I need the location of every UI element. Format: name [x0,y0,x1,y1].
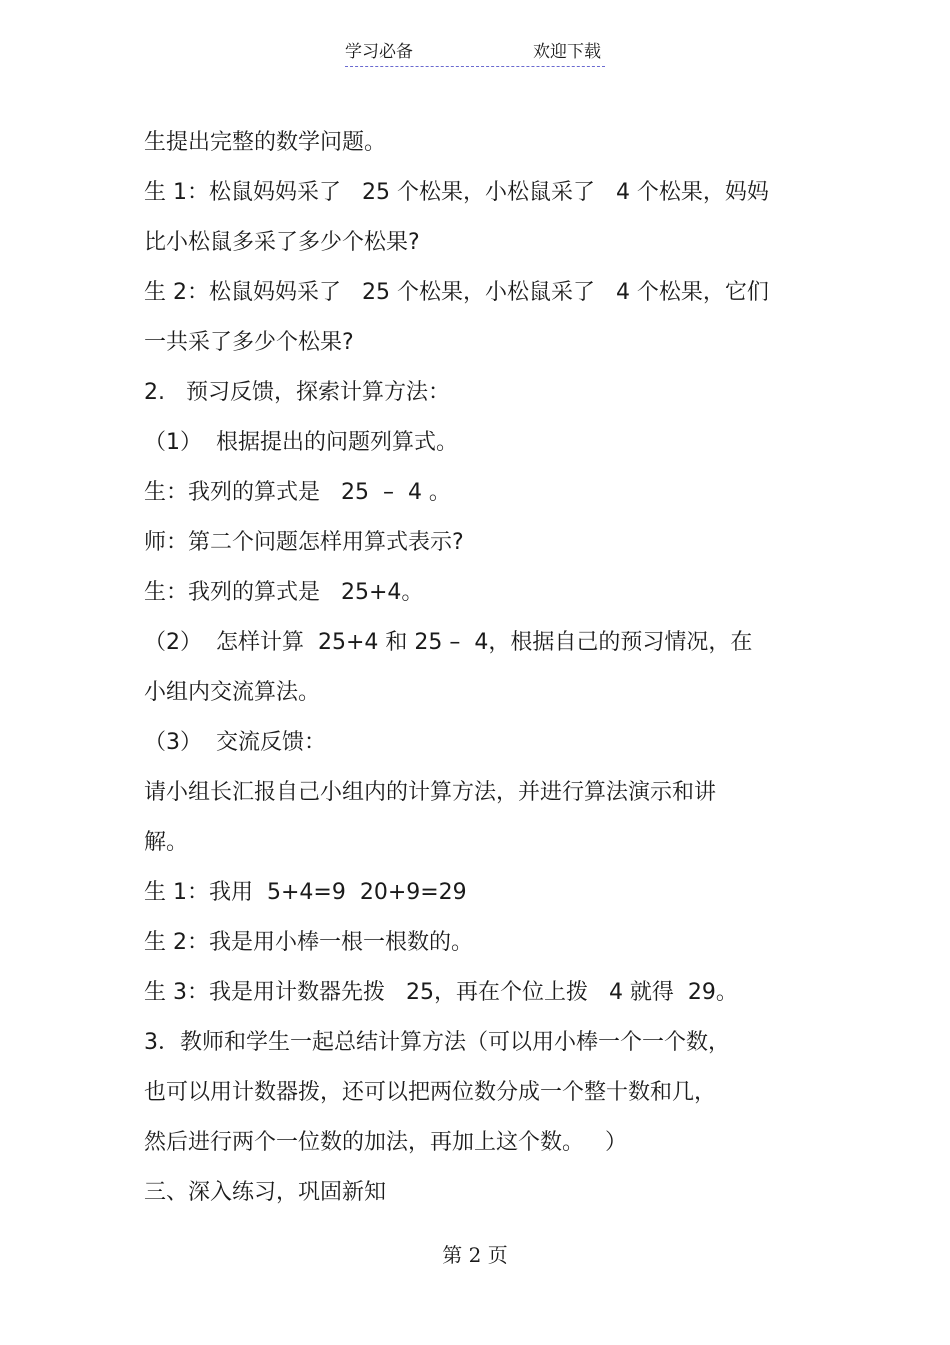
header-right-text: 欢迎下载 [533,42,601,62]
text-line: 生：我列的算式是 25 – 4 。 [144,480,451,505]
text-line: 生：我列的算式是 25+4。 [144,580,424,605]
text-line: （2） 怎样计算 25+4 和 25 – 4，根据自己的预习情况，在 [144,630,753,655]
text-line: 2. 预习反馈，探索计算方法： [144,380,450,405]
text-line: 生 2：我是用小棒一根一根数的。 [144,930,473,955]
text-line: 生 1：我用 5+4=9 20+9=29 [144,880,467,905]
text-line: 然后进行两个一位数的加法，再加上这个数。 ） [144,1130,627,1155]
text-line: 生 1：松鼠妈妈采了 25 个松果，小松鼠采了 4 个松果，妈妈 [144,180,769,205]
text-line: 三、深入练习，巩固新知 [144,1180,387,1205]
text-line: 请小组长汇报自己小组内的计算方法，并进行算法演示和讲 [144,780,717,805]
text-line: （3） 交流反馈： [144,730,326,755]
text-line: 也可以用计数器拨，还可以把两位数分成一个整十数和几， [144,1080,717,1105]
text-line: 小组内交流算法。 [144,680,321,705]
document-body [144,118,824,1218]
page-number: 第 2 页 [442,1243,508,1267]
text-line: 解。 [144,830,189,855]
text-line: 生提出完整的数学问题。 [144,130,387,155]
text-line: 比小松鼠多采了多少个松果? [144,230,420,255]
text-line: 生 2：松鼠妈妈采了 25 个松果，小松鼠采了 4 个松果，它们 [144,280,769,305]
text-line: 3．教师和学生一起总结计算方法（可以用小棒一个一个数， [144,1030,730,1055]
text-line: （1） 根据提出的问题列算式。 [144,430,458,455]
text-line: 师：第二个问题怎样用算式表示? [144,530,464,555]
text-line: 一共采了多少个松果? [144,330,354,355]
page-header [345,40,605,67]
text-line: 生 3：我是用计数器先拨 25，再在个位上拨 4 就得 29。 [144,980,738,1005]
header-left-text: 学习必备 [345,42,413,62]
